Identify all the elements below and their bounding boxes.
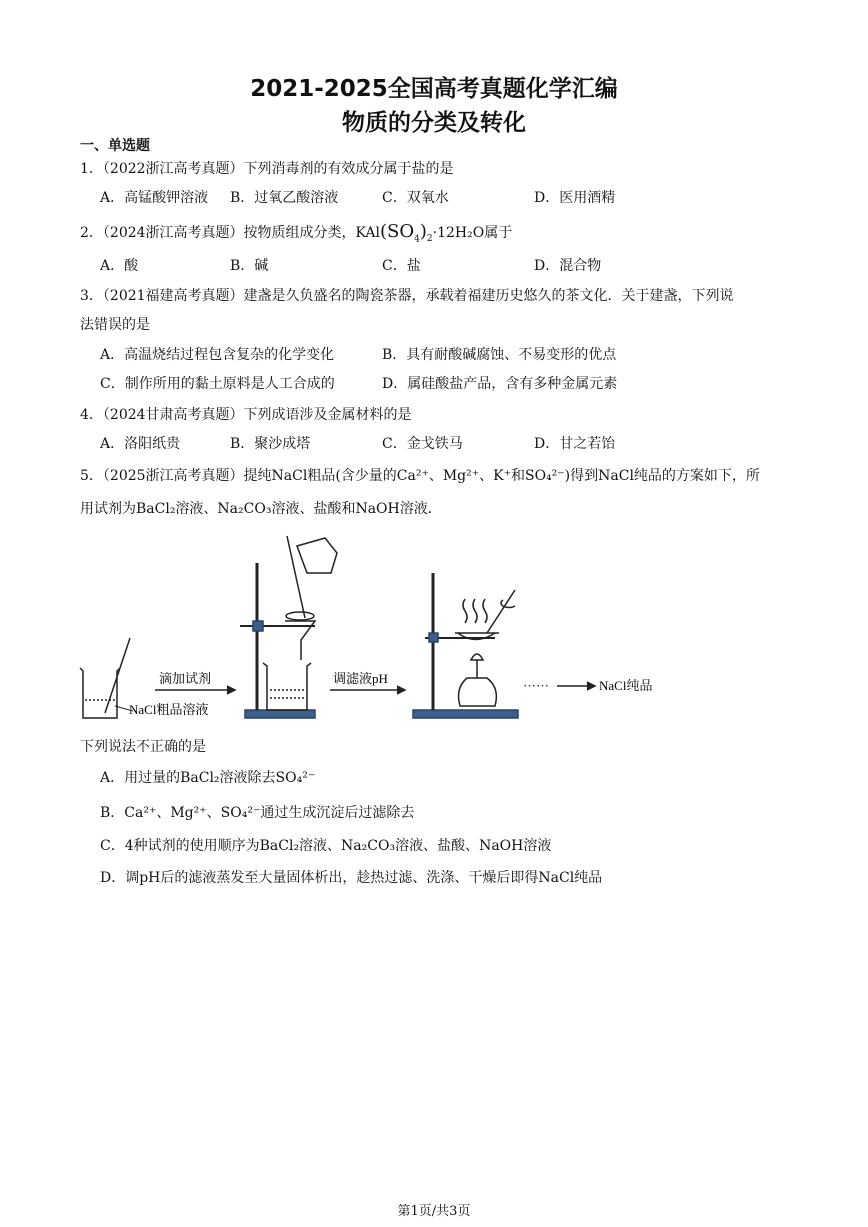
q2-option-b: B．碱 bbox=[230, 258, 269, 274]
q1-option-d: D．医用酒精 bbox=[534, 190, 616, 206]
q3-option-d: D．属硅酸盐产品，含有多种金属元素 bbox=[382, 376, 618, 392]
filtration-stand-icon bbox=[240, 536, 337, 718]
question-5-stem-line1: 5．（2025浙江高考真题）提纯NaCl粗品(含少量的Ca²⁺、Mg²⁺、K⁺和SO₄²⁻)得到NaCl纯品的方案如下，所 bbox=[80, 468, 760, 484]
q2-formula-group: $(SO_4)$ bbox=[380, 221, 427, 245]
question-1-stem: 1．（2022浙江高考真题）下列消毒剂的有效成分属于盐的是 bbox=[80, 161, 454, 177]
q4-option-b: B．聚沙成塔 bbox=[230, 436, 311, 452]
q1-option-c: C．双氧水 bbox=[382, 190, 449, 206]
page-subtitle: 物质的分类及转化 bbox=[342, 110, 526, 136]
question-3-stem-line1: 3．（2021福建高考真题）建盏是久负盛名的陶瓷茶器，承载着福建历史悠久的茶文化．关于建盏，下列说 bbox=[80, 288, 734, 304]
fig-step2-label: 调滤液pH bbox=[333, 671, 388, 686]
fig-step1-label: 滴加试剂 bbox=[159, 671, 212, 686]
q4-option-a: A．洛阳纸贵 bbox=[100, 436, 181, 452]
fig-label-crude: NaCl粗品溶液 bbox=[129, 702, 209, 717]
q2-option-d: D．混合物 bbox=[534, 258, 602, 274]
q4-option-c: C．金戈铁马 bbox=[382, 436, 463, 452]
q1-option-b: B．过氧乙酸溶液 bbox=[230, 190, 339, 206]
q3-option-b: B．具有耐酸碱腐蚀、不易变形的优点 bbox=[382, 347, 617, 363]
fig-product-label: NaCl纯品 bbox=[599, 678, 653, 693]
q4-option-d: D．甘之若饴 bbox=[534, 436, 616, 452]
purification-diagram bbox=[75, 528, 675, 728]
page-footer: 第1页/共3页 bbox=[397, 1204, 471, 1219]
question-2-stem: 2．（2024浙江高考真题）按物质组成分类，$KAl(SO_4)_2\cdot 12H_2O$属于 bbox=[80, 221, 513, 245]
q5-option-d: D．调pH后的滤液蒸发至大量固体析出，趁热过滤、洗涤、干燥后即得NaCl纯品 bbox=[100, 870, 603, 886]
page-title: 2021-2025全国高考真题化学汇编 bbox=[250, 76, 618, 102]
q2-stem-post: ·12H₂O属于 bbox=[432, 225, 513, 241]
q3-option-a: A．高温烧结过程包含复杂的化学变化 bbox=[100, 347, 335, 363]
question-4-stem: 4．（2024甘肃高考真题）下列成语涉及金属材料的是 bbox=[80, 407, 412, 423]
question-5-ask: 下列说法不正确的是 bbox=[80, 739, 206, 755]
q5-option-c: C．4种试剂的使用顺序为BaCl₂溶液、Na₂CO₃溶液、盐酸、NaOH溶液 bbox=[100, 838, 552, 854]
q2-option-a: A．酸 bbox=[100, 258, 139, 274]
q1-option-a: A．高锰酸钾溶液 bbox=[100, 190, 209, 206]
fig-dots: ······ bbox=[523, 678, 549, 693]
section-heading: 一、单选题 bbox=[80, 138, 150, 154]
beaker-icon bbox=[80, 638, 133, 718]
q2-option-c: C．盐 bbox=[382, 258, 421, 274]
question-5-stem-line2: 用试剂为BaCl₂溶液、Na₂CO₃溶液、盐酸和NaOH溶液． bbox=[80, 501, 442, 517]
evaporation-stand-icon bbox=[413, 573, 518, 718]
q5-option-a: A．用过量的BaCl₂溶液除去SO₄²⁻ bbox=[100, 770, 316, 786]
q3-option-c: C．制作所用的黏土原料是人工合成的 bbox=[100, 376, 335, 392]
question-3-stem-line2: 法错误的是 bbox=[80, 317, 150, 333]
q5-option-b: B．Ca²⁺、Mg²⁺、SO₄²⁻通过生成沉淀后过滤除去 bbox=[100, 805, 415, 821]
q2-stem-pre: 2．（2024浙江高考真题）按物质组成分类，KAl bbox=[80, 225, 381, 241]
